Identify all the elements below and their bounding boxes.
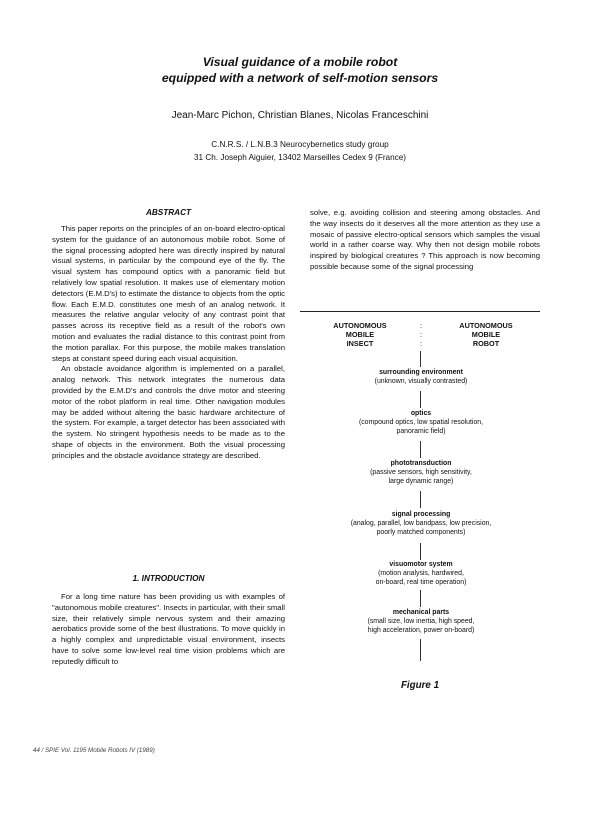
separator-mark: : — [419, 339, 423, 348]
connector-line — [420, 491, 421, 508]
stage-description: (passive sensors, high sensitivity, — [370, 468, 472, 476]
separator-mark: : — [419, 321, 423, 330]
figure-caption: Figure 1 — [400, 680, 440, 691]
stage-title: visuomotor system — [389, 561, 453, 568]
abstract-heading: ABSTRACT — [145, 208, 192, 217]
stage-title: optics — [410, 410, 432, 417]
paper-title — [0, 54, 600, 86]
robot-label-line: ROBOT — [472, 339, 500, 348]
stage-phototransduction — [302, 460, 540, 486]
connector-line — [420, 543, 421, 560]
insect-label — [318, 321, 402, 348]
connector-line — [420, 590, 421, 607]
paper-title-line-1: Visual guidance of a mobile robot — [202, 55, 398, 69]
stage-description: (small size, low inertia, high speed, — [367, 617, 475, 625]
authors: Jean-Marc Pichon, Christian Blanes, Nicolas Franceschini — [171, 110, 429, 121]
stage-description: (compound optics, low spatial resolution, — [358, 418, 484, 426]
separator-mark: : — [419, 330, 423, 339]
stage-optics — [302, 410, 540, 436]
introduction-section — [52, 574, 285, 668]
stage-description: (unknown, visually contrasted) — [374, 377, 468, 385]
stage-description: (analog, parallel, low bandpass, low precision, — [350, 519, 492, 527]
stage-title: signal processing — [391, 511, 451, 518]
stage-title: mechanical parts — [392, 609, 450, 616]
abstract-section — [52, 208, 285, 462]
page-footer: 44 / SPIE Vol. 1195 Mobile Robots IV (1989) — [33, 747, 155, 754]
figure-top-rule — [300, 311, 540, 312]
stage-description: (motion analysis, hardwired, — [378, 569, 464, 577]
insect-label-line: MOBILE — [345, 330, 375, 339]
stage-title: phototransduction — [390, 460, 452, 467]
stage-description: panoramic field) — [396, 427, 446, 435]
insect-label-line: AUTONOMOUS — [333, 321, 387, 330]
insect-label-line: INSECT — [346, 339, 374, 348]
stage-surrounding-environment — [302, 369, 540, 387]
affiliation-line-1: C.N.R.S. / L.N.B.3 Neurocybernetics study group — [211, 140, 389, 149]
connector-line — [420, 441, 421, 458]
paper-title-line-2: equipped with a network of self-motion sensors — [161, 71, 439, 85]
stage-description: large dynamic range) — [388, 477, 454, 485]
affiliation — [0, 138, 600, 164]
stage-title: surrounding environment — [379, 369, 463, 376]
stage-description: high acceleration, power on-board) — [367, 626, 475, 634]
introduction-paragraph: For a long time nature has been providing us with examples of "autonomous mobile creatures". Insects in particular, with their small size, their relatively simple nervous system and their amazing aerobatics provide some of the best illustrations. To move quickly in a highly complex and unpredictable visual environment, insects have to solve some low-level real time vision problems which are reputedly difficult to — [52, 592, 285, 666]
connector-line — [420, 391, 421, 408]
stage-description: on-board, real time operation) — [375, 578, 467, 586]
robot-label-line: AUTONOMOUS — [459, 321, 513, 330]
robot-label — [438, 321, 534, 348]
introduction-heading: 1. INTRODUCTION — [132, 574, 205, 583]
label-separator — [416, 321, 426, 348]
abstract-paragraph-1: This paper reports on the principles of an on-board electro-optical system for the guidance of an autonomous mobile robot. Some of the signal processing adopted here was directly inspired by natural visual systems, in particular by the compound eye of the fly. The visual system has compound optics with a panoramic field but relatively low spatial resolution. It makes use of elementary motion detectors (E.M.D's) to estimate the distance to objects from the optic flow. Each E.M.D. constitutes one mesh of an analog network. It measures the relative angular velocity of any contrast point that passes across its receptive field as a result of the robot's own motion and evaluates the radial distance to this contrast point from the motion parallax. For this purpose, the mobile makes translation steps at constant speed during each visual acquisition. — [52, 224, 285, 363]
connector-line — [420, 639, 421, 661]
right-column-text — [310, 208, 540, 273]
stage-mechanical-parts — [302, 609, 540, 635]
robot-label-line: MOBILE — [471, 330, 501, 339]
connector-line — [420, 351, 421, 367]
stage-visuomotor-system — [302, 561, 540, 587]
affiliation-line-2: 31 Ch. Joseph Aiguier, 13402 Marseilles Cedex 9 (France) — [193, 153, 407, 162]
stage-signal-processing — [302, 511, 540, 537]
abstract-paragraph-2: An obstacle avoidance algorithm is implemented on a parallel, analog network. This network integrates the numerous data provided by the E.M.D's and controls the drive motor and steering motor of the robot platform in real time. Other navigation modules may be added without altering the basic hardware architecture of the system. For example, a target detector has been associated with the system. No stringent hypothesis needs to be made as to the shape of objects in the environment. Both the visual processing principles and the obstacle avoidance strategy are described. — [52, 364, 285, 460]
stage-description: poorly matched components) — [376, 528, 466, 536]
right-column-paragraph: solve, e.g. avoiding collision and steering among obstacles. And the way insects do it deserves all the more attention as they use a mosaic of passive electro-optical sensors which samples the visual world in a rather coarse way. Why then not design mobile robots inspired by biological creatures ? This approach is now becoming possible because some of the signal processing — [310, 208, 540, 271]
